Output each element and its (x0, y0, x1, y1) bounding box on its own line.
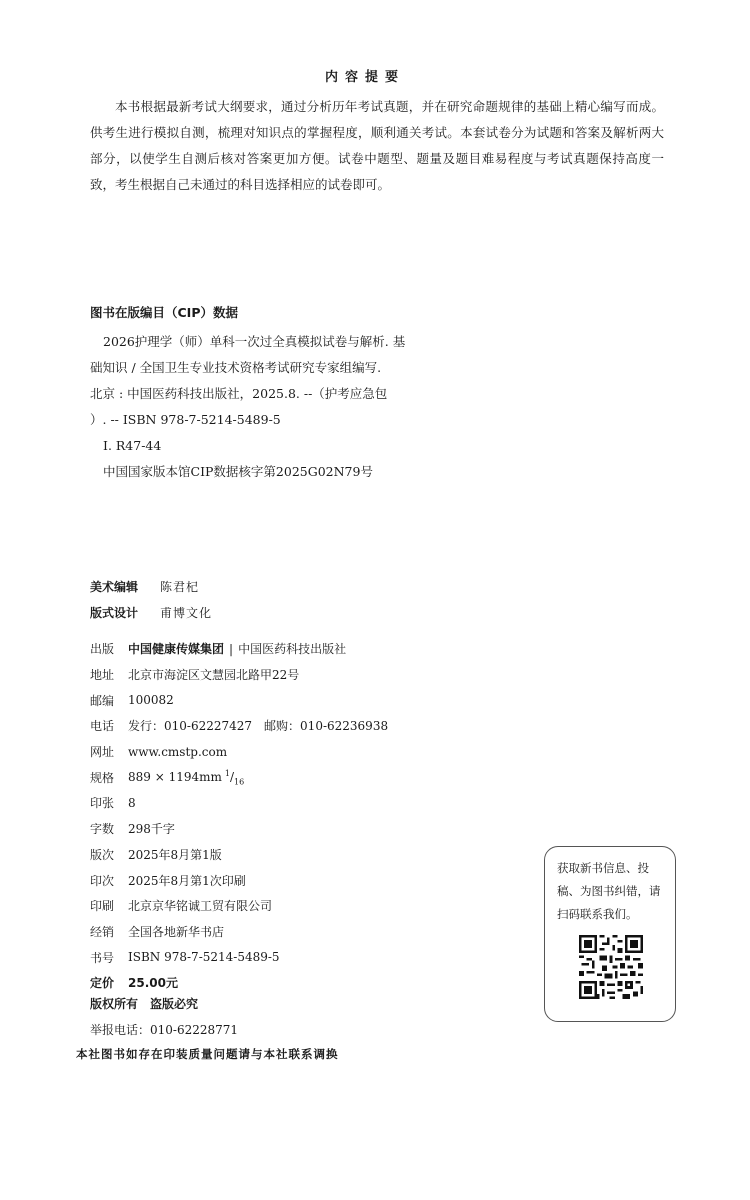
pub-value: 298千字 (128, 822, 175, 837)
fraction-numerator: 1 (224, 768, 230, 778)
pub-row-isbn (90, 944, 510, 970)
pub-value: www.cmstp.com (128, 744, 228, 759)
pub-label: 经销 (90, 924, 115, 939)
copyright-right: 盗版必究 (150, 997, 199, 1011)
pub-label: 版次 (90, 847, 115, 862)
cip-line: 北京 : 中国医药科技出版社，2025.8. --（护考应急包 (90, 386, 388, 401)
pub-label: 出版 (90, 642, 115, 657)
credit-value: 甫博文化 (160, 606, 213, 620)
credit-layout-design (90, 604, 212, 622)
pub-value (128, 640, 346, 657)
summary-title: 内容提要 (324, 70, 405, 85)
publication-info (90, 636, 510, 996)
credit-value: 陈君杞 (160, 580, 200, 594)
pub-value: 2025年8月第1次印刷 (128, 873, 246, 888)
qr-contact-box (544, 846, 676, 1022)
qr-caption: 获取新书信息、投稿、为图书纠错，请扫码联系我们。 (557, 861, 661, 921)
pub-value: 北京京华铭诚工贸有限公司 (128, 899, 273, 914)
pub-row-postcode (90, 687, 510, 713)
cip-heading: 图书在版编目（CIP）数据 (90, 305, 238, 320)
cip-line: Ⅰ. R47-44 (103, 438, 162, 453)
pub-value: 发行：010-62227427 (128, 719, 253, 734)
pub-row-distributor (90, 919, 510, 945)
copyright-line (90, 995, 198, 1012)
pub-value: 8 (128, 795, 136, 810)
cip-line: ）. -- ISBN 978-7-5214-5489-5 (90, 412, 281, 427)
cip-line: 础知识 / 全国卫生专业技术资格考试研究专家组编写. (90, 360, 382, 375)
format-fraction: $^1/_{16}$ (224, 768, 245, 786)
pub-value: 邮购：010-62236938 (264, 719, 389, 734)
credit-label: 版式设计 (90, 606, 139, 620)
pub-row-printer (90, 893, 510, 919)
pub-value: 北京市海淀区文慧园北路甲22号 (128, 668, 300, 683)
separator: | (229, 642, 234, 657)
pub-row-phone (90, 713, 510, 739)
pub-value: 2025年8月第1版 (128, 847, 222, 862)
pub-value: 全国各地新华书店 (128, 924, 225, 939)
pub-label: 邮编 (90, 693, 115, 708)
pub-row-website (90, 739, 510, 765)
pub-label: 网址 (90, 745, 115, 760)
pub-value: ISBN 978-7-5214-5489-5 (128, 950, 280, 965)
credit-art-editor (90, 578, 199, 596)
fraction-denominator: 16 (234, 776, 245, 786)
cip-line: 2026护理学（师）单科一次过全真模拟试卷与解析. 基 (103, 334, 406, 349)
pub-row-words (90, 816, 510, 842)
pub-label: 书号 (90, 950, 115, 965)
pub-label: 电话 (90, 719, 115, 734)
quality-notice: 本社图书如存在印装质量问题请与本社联系调换 (76, 1047, 339, 1061)
pub-row-price (90, 970, 510, 996)
pub-row-edition (90, 842, 510, 868)
summary-body: 本书根据最新考试大纲要求，通过分析历年考试真题，并在研究命题规律的基础上精心编写而成。供考生进行模拟自测，梳理对知识点的掌握程度，顺利通关考试。本套试卷分为试题和答案及解析两大部分，以使学生自测后核对答案更加方便。试卷中题型、题量及题目难易程度与考试真题保持高度一致，考生根据自己未通过的科目选择相应的试卷即可。 (90, 99, 664, 192)
publisher-group: 中国健康传媒集团 (128, 642, 225, 657)
pub-label: 印刷 (90, 899, 115, 914)
pub-label: 印次 (90, 873, 115, 888)
pub-value: 100082 (128, 693, 174, 708)
publisher-name: 中国医药科技出版社 (238, 642, 347, 657)
pub-label: 规格 (90, 770, 115, 785)
pub-value: 25.00元 (128, 976, 178, 991)
cip-line: 中国国家版本馆CIP数据核字第2025G02N79号 (103, 464, 373, 479)
pub-row-sheets (90, 790, 510, 816)
cip-block (90, 329, 433, 485)
pub-label: 字数 (90, 822, 115, 837)
pub-row-publisher (90, 636, 510, 662)
pub-label: 印张 (90, 796, 115, 811)
credit-label: 美术编辑 (90, 580, 139, 594)
pub-row-printing (90, 867, 510, 893)
pub-value: 889 × 1194mm (128, 770, 222, 785)
pub-label: 定价 (90, 976, 115, 991)
pub-label: 地址 (90, 668, 115, 683)
copyright-left: 版权所有 (90, 997, 139, 1011)
report-phone: 举报电话：010-62228771 (90, 1023, 239, 1037)
qr-code-icon[interactable] (579, 935, 643, 999)
pub-row-address (90, 662, 510, 688)
pub-row-format (90, 764, 510, 790)
